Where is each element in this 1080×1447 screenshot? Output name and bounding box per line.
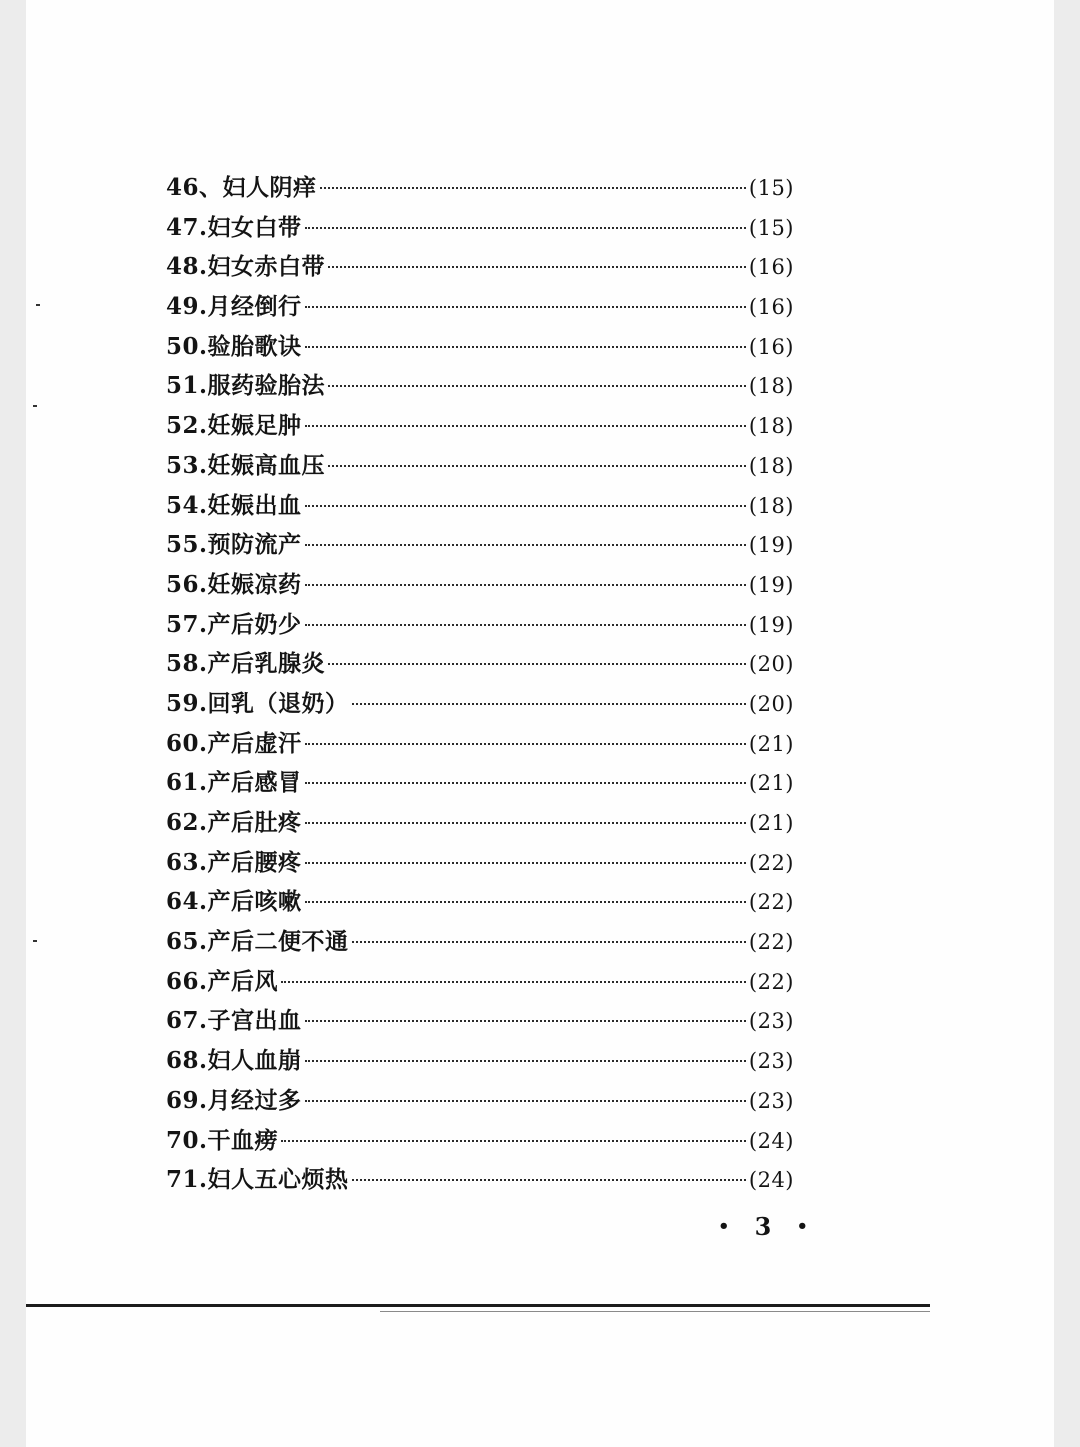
toc-entry-page: (15): [748, 176, 794, 200]
toc-entry-title: 66.产后风: [166, 967, 279, 995]
dot-leader: [305, 306, 746, 308]
toc-entry-page: (19): [748, 612, 794, 637]
toc-entry-page: (21): [748, 811, 794, 835]
toc-entry-page: (21): [748, 731, 794, 756]
dot-leader: [305, 1020, 746, 1022]
page-number: 3: [754, 1212, 772, 1241]
toc-entry: [166, 366, 794, 406]
toc-entry-page: (16): [748, 295, 794, 320]
toc-entry: [166, 446, 794, 486]
toc-entry-title: 56.妊娠凉药: [166, 570, 302, 598]
toc-entry-title: 67.子宫出血: [166, 1007, 302, 1035]
toc-entry-title: 50.验胎歌诀: [166, 332, 302, 360]
bottom-rule-thin: [380, 1311, 930, 1312]
toc-entry-page: (16): [748, 334, 794, 359]
toc-entry-page: (21): [748, 771, 794, 796]
toc-entry-title: 53.妊娠高血压: [166, 451, 326, 479]
dot-leader: [352, 703, 746, 705]
page-footer: [718, 1212, 808, 1241]
toc-entry-title: 51.服药验胎法: [166, 372, 326, 400]
toc-entry: [166, 962, 794, 1002]
toc-entry-title: 57.产后奶少: [166, 610, 302, 638]
dot-leader: [305, 346, 746, 348]
toc-entry: [166, 1001, 794, 1041]
toc-entry-page: (20): [748, 652, 794, 677]
toc-entry-title: 58.产后乳腺炎: [166, 650, 326, 678]
toc-entry: [166, 1041, 794, 1081]
toc-entry-page: (22): [748, 850, 794, 875]
toc-entry: [166, 327, 794, 367]
dot-leader: [305, 544, 746, 546]
toc-entry-title: 47.妇女白带: [166, 213, 302, 241]
table-of-contents: [166, 168, 794, 1200]
toc-entry: [166, 486, 794, 526]
dot-leader: [305, 862, 746, 864]
dot-leader: [305, 901, 746, 903]
dot-leader: [352, 1179, 746, 1181]
toc-entry-page: (18): [748, 453, 794, 478]
toc-entry-title: 64.产后咳嗽: [166, 888, 302, 916]
toc-entry-title: 52.妊娠足肿: [166, 412, 302, 440]
toc-entry-page: (22): [748, 890, 794, 915]
toc-entry: [166, 1121, 794, 1161]
dot-leader: [305, 505, 746, 507]
toc-entry: [166, 525, 794, 565]
scan-speck: [33, 940, 37, 942]
toc-entry-page: (19): [748, 572, 794, 597]
toc-entry-page: (15): [748, 215, 794, 240]
toc-entry: [166, 882, 794, 922]
toc-entry-title: 54.妊娠出血: [166, 491, 302, 519]
bottom-rule: [26, 1304, 930, 1307]
toc-entry: [166, 287, 794, 327]
toc-entry-title: 68.妇人血崩: [166, 1047, 302, 1075]
toc-entry-page: (16): [748, 255, 794, 280]
toc-entry-page: (22): [748, 930, 794, 955]
dot-leader: [305, 1060, 746, 1062]
toc-entry-title: 63.产后腰疼: [166, 848, 302, 876]
toc-entry: [166, 247, 794, 287]
footer-left-dot: •: [718, 1216, 730, 1237]
toc-entry-title: 59.回乳（退奶）: [166, 689, 349, 717]
toc-entry-title: 60.产后虚汗: [166, 729, 302, 757]
toc-entry: [166, 406, 794, 446]
toc-entry: [166, 843, 794, 883]
toc-entry: [166, 724, 794, 764]
footer-right-dot: •: [796, 1216, 808, 1237]
toc-entry: [166, 168, 794, 208]
toc-entry: [166, 1081, 794, 1121]
scan-speck: [33, 405, 37, 407]
dot-leader: [352, 941, 746, 943]
toc-entry: [166, 208, 794, 248]
dot-leader: [281, 1140, 746, 1142]
dot-leader: [305, 425, 746, 427]
toc-entry-page: (24): [748, 1168, 794, 1193]
dot-leader: [305, 624, 746, 626]
dot-leader: [305, 584, 746, 586]
toc-entry-page: (23): [748, 1009, 794, 1034]
toc-entry-title: 69.月经过多: [166, 1086, 302, 1114]
toc-entry: [166, 922, 794, 962]
toc-entry-title: 55.预防流产: [166, 531, 302, 559]
toc-entry: [166, 565, 794, 605]
toc-entry: [166, 644, 794, 684]
toc-entry-page: (23): [748, 1088, 794, 1113]
toc-entry-title: 70.干血痨: [166, 1126, 279, 1154]
toc-entry-page: (23): [748, 1049, 794, 1074]
toc-entry-page: (18): [748, 374, 794, 399]
dot-leader: [305, 743, 746, 745]
toc-entry-page: (19): [748, 533, 794, 558]
toc-entry-title: 61.产后感冒: [166, 769, 302, 797]
dot-leader: [305, 227, 746, 229]
dot-leader: [305, 1100, 746, 1102]
scan-speck: [36, 304, 40, 306]
dot-leader: [320, 187, 746, 189]
toc-entry: [166, 803, 794, 843]
dot-leader: [328, 385, 746, 387]
dot-leader: [328, 266, 746, 268]
toc-entry-page: (24): [748, 1128, 794, 1153]
toc-entry-page: (22): [748, 969, 794, 994]
toc-entry-title: 65.产后二便不通: [166, 928, 349, 956]
dot-leader: [328, 465, 746, 467]
toc-entry-title: 62.产后肚疼: [166, 809, 302, 836]
toc-entry: [166, 1160, 794, 1200]
toc-entry-title: 49.月经倒行: [166, 293, 302, 321]
dot-leader: [281, 981, 746, 983]
toc-entry-page: (20): [748, 691, 794, 716]
dot-leader: [305, 822, 746, 824]
toc-entry: [166, 684, 794, 724]
toc-entry-title: 71.妇人五心烦热: [166, 1166, 349, 1194]
dot-leader: [328, 663, 746, 665]
toc-entry-page: (18): [748, 414, 794, 439]
dot-leader: [305, 782, 746, 784]
toc-entry: [166, 605, 794, 645]
toc-entry: [166, 763, 794, 803]
toc-entry-title: 48.妇女赤白带: [166, 253, 326, 281]
toc-entry-title: 46、妇人阴痒: [166, 174, 317, 201]
toc-entry-page: (18): [748, 493, 794, 518]
